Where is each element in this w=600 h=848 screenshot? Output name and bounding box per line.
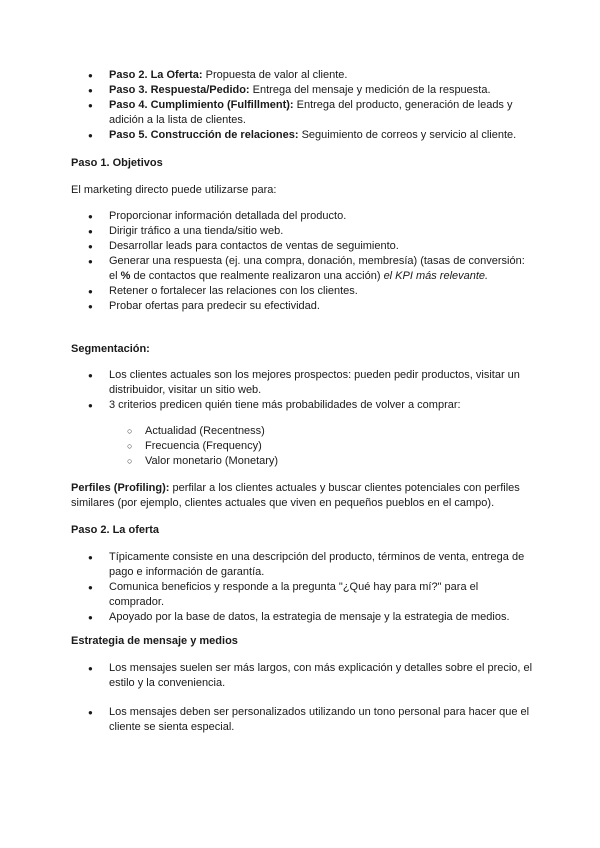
strategy-list bbox=[71, 705, 533, 735]
objectives-list bbox=[71, 209, 533, 314]
step-label: Paso 4. Cumplimiento (Fulfillment): bbox=[109, 99, 294, 111]
list-item bbox=[71, 68, 533, 83]
step-label: Paso 2. La Oferta: bbox=[109, 69, 203, 81]
list-item: ● Dirigir tráfico a una tienda/sitio web. bbox=[71, 224, 533, 239]
steps-list-block bbox=[71, 68, 533, 143]
profiling-paragraph bbox=[71, 481, 533, 511]
list-item bbox=[71, 128, 533, 143]
step-label: Paso 5. Construcción de relaciones: bbox=[109, 129, 299, 141]
objectives-list-block bbox=[71, 209, 533, 314]
list-item-bold: % bbox=[120, 270, 131, 282]
offer-list-block bbox=[71, 550, 533, 625]
steps-list bbox=[71, 68, 533, 143]
list-item: ● Comunica beneficios y responde a la pregunta "¿Qué hay para mí?" para el comprador. bbox=[71, 580, 533, 610]
strategy-list-block-1 bbox=[71, 661, 533, 691]
list-item: ● Desarrollar leads para contactos de ventas de seguimiento. bbox=[71, 239, 533, 254]
profiling-text: perfilar a los clientes actuales y buscar clientes potenciales con perfiles similares (por ejemplo, clientes actuales que viven en pequeños pueblos en el campo). bbox=[71, 482, 520, 509]
step-label: Paso 3. Respuesta/Pedido: bbox=[109, 84, 250, 96]
strategy-list-block-2 bbox=[71, 705, 533, 735]
sublist-item: ○ Valor monetario (Monetary) bbox=[71, 454, 533, 469]
section-heading: Estrategia de mensaje y medios bbox=[71, 635, 238, 647]
list-item-text: Generar una respuesta (ej. una compra, donación, membresía) (tasas de conversión: el bbox=[109, 255, 525, 282]
profiling-label: Perfiles (Profiling): bbox=[71, 482, 170, 494]
criteria-sublist bbox=[71, 424, 533, 469]
list-item bbox=[71, 254, 533, 284]
list-item: ● Proporcionar información detallada del producto. bbox=[71, 209, 533, 224]
criteria-sublist-block bbox=[71, 424, 533, 469]
list-item: ● Los mensajes deben ser personalizados utilizando un tono personal para hacer que el cliente se sienta especial. bbox=[71, 705, 533, 735]
paragraph: El marketing directo puede utilizarse para: bbox=[71, 184, 277, 196]
list-item: ● Retener o fortalecer las relaciones con los clientes. bbox=[71, 284, 533, 299]
sublist-item: ○ Actualidad (Recentness) bbox=[71, 424, 533, 439]
section-heading: Paso 2. La oferta bbox=[71, 524, 160, 536]
list-item-italic: el KPI más relevante. bbox=[383, 270, 489, 282]
step-text: Entrega del mensaje y medición de la respuesta. bbox=[249, 84, 491, 96]
segmentation-list-block bbox=[71, 368, 533, 413]
list-item: ● Los clientes actuales son los mejores prospectos: pueden pedir productos, visitar un distribuidor, visitar un sitio web. bbox=[71, 368, 533, 398]
strategy-list bbox=[71, 661, 533, 691]
list-item bbox=[71, 98, 533, 128]
list-item: ● Apoyado por la base de datos, la estrategia de mensaje y la estrategia de medios. bbox=[71, 610, 533, 625]
segmentation-list bbox=[71, 368, 533, 413]
list-item: ● 3 criterios predicen quién tiene más probabilidades de volver a comprar: bbox=[71, 398, 533, 413]
list-item: ● Los mensajes suelen ser más largos, con más explicación y detalles sobre el precio, el estilo y la conveniencia. bbox=[71, 661, 533, 691]
section-heading: Segmentación: bbox=[71, 343, 150, 355]
step-text: Seguimiento de correos y servicio al cliente. bbox=[298, 129, 517, 141]
list-item: ● Típicamente consiste en una descripción del producto, términos de venta, entrega de pago e información de garantía. bbox=[71, 550, 533, 580]
list-item: ● Probar ofertas para predecir su efectividad. bbox=[71, 299, 533, 314]
step-text: Entrega del producto, generación de leads y adición a la lista de clientes. bbox=[109, 99, 513, 126]
step-text: Propuesta de valor al cliente. bbox=[202, 69, 348, 81]
sublist-item: ○ Frecuencia (Frequency) bbox=[71, 439, 533, 454]
list-item-text: de contactos que realmente realizaron una acción) bbox=[130, 270, 384, 282]
section-heading: Paso 1. Objetivos bbox=[71, 157, 163, 169]
list-item bbox=[71, 83, 533, 98]
offer-list bbox=[71, 550, 533, 625]
